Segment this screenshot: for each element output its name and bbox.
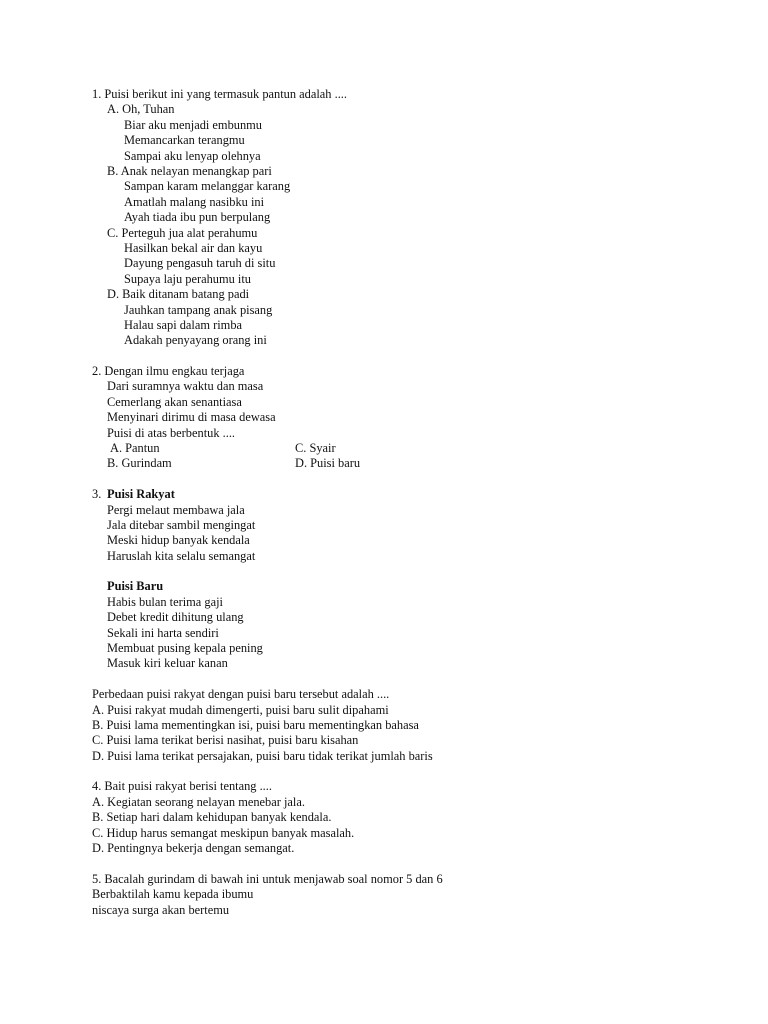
q1-option-b-line: Sampan karam melanggar karang xyxy=(124,179,291,193)
q1-option-b-label: B. Anak nelayan menangkap pari xyxy=(107,164,272,178)
q3-baru-line: Masuk kiri keluar kanan xyxy=(107,656,228,670)
q1-option-a-label: A. Oh, Tuhan xyxy=(107,102,175,116)
q2-poem-line: Dari suramnya waktu dan masa xyxy=(107,379,264,393)
q3-option-b: B. Puisi lama mementingkan isi, puisi baru mementingkan bahasa xyxy=(92,718,419,732)
q1-option-c-label: C. Perteguh jua alat perahumu xyxy=(107,226,258,240)
q5-gurindam-line: Berbaktilah kamu kepada ibumu xyxy=(92,887,254,901)
q1-option-c-line: Dayung pengasuh taruh di situ xyxy=(124,256,276,270)
q1-question: 1. Puisi berikut ini yang termasuk pantun adalah .... xyxy=(92,87,347,101)
q3-number: 3. xyxy=(92,487,102,501)
q3-heading-puisi-rakyat: Puisi Rakyat xyxy=(107,487,175,501)
q3-rakyat-line: Haruslah kita selalu semangat xyxy=(107,549,256,563)
q1-option-c-line: Supaya laju perahumu itu xyxy=(124,272,251,286)
q4-option-c: C. Hidup harus semangat meskipun banyak masalah. xyxy=(92,826,355,840)
q2-option-b: B. Gurindam xyxy=(107,456,172,470)
q1-option-c-line: Hasilkan bekal air dan kayu xyxy=(124,241,263,255)
q2-option-a: A. Pantun xyxy=(110,441,160,455)
q2-option-c: C. Syair xyxy=(295,441,336,455)
q3-baru-line: Membuat pusing kepala pening xyxy=(107,641,263,655)
q1-option-b-line: Amatlah malang nasibku ini xyxy=(124,195,265,209)
q3-rakyat-line: Meski hidup banyak kendala xyxy=(107,533,250,547)
q5-intro: 5. Bacalah gurindam di bawah ini untuk menjawab soal nomor 5 dan 6 xyxy=(92,872,443,886)
q1-option-d-line: Halau sapi dalam rimba xyxy=(124,318,243,332)
q3-baru-line: Sekali ini harta sendiri xyxy=(107,626,219,640)
q1-option-d-line: Jauhkan tampang anak pisang xyxy=(124,303,273,317)
q1-option-a-line: Biar aku menjadi embunmu xyxy=(124,118,262,132)
q3-rakyat-line: Pergi melaut membawa jala xyxy=(107,503,245,517)
q3-heading-puisi-baru: Puisi Baru xyxy=(107,579,164,593)
q3-question: Perbedaan puisi rakyat dengan puisi baru tersebut adalah .... xyxy=(92,687,390,701)
q2-question: Puisi di atas berbentuk .... xyxy=(107,426,236,440)
q3-option-c: C. Puisi lama terikat berisi nasihat, puisi baru kisahan xyxy=(92,733,359,747)
q3-rakyat-line: Jala ditebar sambil mengingat xyxy=(107,518,256,532)
q3-baru-line: Debet kredit dihitung ulang xyxy=(107,610,244,624)
q3-option-d: D. Puisi lama terikat persajakan, puisi baru tidak terikat jumlah baris xyxy=(92,749,433,763)
q2-poem-line: Cemerlang akan senantiasa xyxy=(107,395,242,409)
q1-option-a-line: Memancarkan terangmu xyxy=(124,133,245,147)
q1-option-a-line: Sampai aku lenyap olehnya xyxy=(124,149,261,163)
q4-option-a: A. Kegiatan seorang nelayan menebar jala. xyxy=(92,795,305,809)
q3-baru-line: Habis bulan terima gaji xyxy=(107,595,223,609)
q1-option-d-label: D. Baik ditanam batang padi xyxy=(107,287,250,301)
q2-option-d: D. Puisi baru xyxy=(295,456,361,470)
q2-first-line: 2. Dengan ilmu engkau terjaga xyxy=(92,364,245,378)
q3-option-a: A. Puisi rakyat mudah dimengerti, puisi baru sulit dipahami xyxy=(92,703,389,717)
q4-option-d: D. Pentingnya bekerja dengan semangat. xyxy=(92,841,295,855)
q1-option-b-line: Ayah tiada ibu pun berpulang xyxy=(124,210,271,224)
q4-question: 4. Bait puisi rakyat berisi tentang .... xyxy=(92,779,272,793)
q2-poem-line: Menyinari dirimu di masa dewasa xyxy=(107,410,276,424)
q4-option-b: B. Setiap hari dalam kehidupan banyak kendala. xyxy=(92,810,332,824)
q5-gurindam-line: niscaya surga akan bertemu xyxy=(92,903,230,917)
q1-option-d-line: Adakah penyayang orang ini xyxy=(124,333,267,347)
